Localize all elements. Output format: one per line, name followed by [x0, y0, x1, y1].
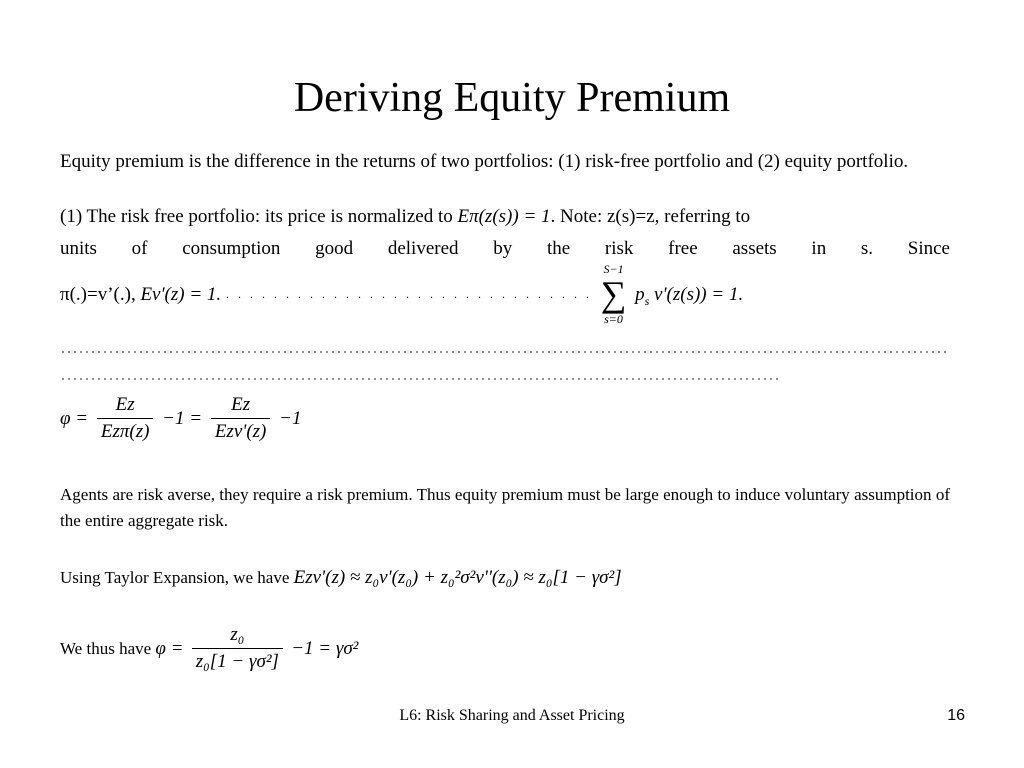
riskfree-tail: . Note: z(s)=z, referring to [550, 206, 751, 227]
phi-lhs: φ = [60, 408, 89, 429]
sigma-icon: ∑ [600, 274, 627, 314]
riskfree-lead: (1) The risk free portfolio: its price is normalized to [60, 206, 453, 227]
phi-den-2: Ezv'(z) [211, 418, 271, 445]
paragraph-riskfree-line1 [60, 201, 950, 232]
eq3-sub: s [644, 293, 650, 308]
slide-title: Deriving Equity Premium [293, 75, 731, 121]
eq-expected-marginal: Ev'(z) = 1. [140, 283, 222, 305]
phi-frac-2 [211, 392, 271, 445]
result-num: z₀ [230, 624, 245, 645]
phi-num-2: Ez [231, 394, 251, 415]
eq-normalized-price: Eπ(z(s)) = 1 [457, 206, 551, 227]
footer-title: L6: Risk Sharing and Asset Pricing [399, 707, 625, 724]
eq3-p: p [635, 283, 645, 305]
phi-mid: −1 = [162, 408, 203, 429]
summation [601, 262, 627, 326]
phi-end: −1 [279, 408, 302, 429]
result-den: z₀[1 − γσ²] [192, 648, 283, 675]
taylor-lead: Using Taylor Expansion, we have [60, 568, 290, 587]
paragraph-risk-averse: Agents are risk averse, they require a risk premium. Thus equity premium must be large enough to induce voluntary assumption of the entire aggregate risk. [60, 485, 950, 530]
faint-text-line-1 [60, 350, 950, 354]
paragraph-definition: Equity premium is the difference in the returns of two portfolios: (1) risk-free portfolio and (2) equity portfolio. [60, 151, 909, 172]
result-lead: We thus have [60, 639, 152, 658]
phi-frac-1 [97, 392, 154, 445]
eq-taylor: Ezv'(z) ≈ z₀v'(z₀) + z₀²σ²v''(z₀) ≈ z₀[1 − γσ²] [293, 567, 622, 588]
result-frac [192, 622, 283, 675]
faint-text-line-2 [60, 377, 780, 381]
eq-state-prices [635, 279, 743, 310]
pi-equals-v: π(.)=v’(.), [60, 283, 136, 305]
faint-dots: . . . . . . . . . . . . . . . . . . . . . . . . . . . . . . . [225, 286, 592, 301]
paragraph-riskfree-line3 [60, 262, 950, 332]
eq3-rest: v'(z(s)) = 1. [654, 283, 744, 305]
phi-num-1: Ez [115, 394, 135, 415]
sum-lower-limit: s=0 [604, 312, 623, 326]
paragraph-taylor [60, 562, 950, 593]
page-number: 16 [947, 707, 965, 724]
eq-phi-definition [60, 392, 950, 456]
paragraph-result [60, 622, 950, 688]
paragraph-riskfree-line2: units of consumption good delivered by the risk free assets in s. Since [60, 238, 950, 259]
result-rhs: −1 = γσ² [291, 638, 359, 659]
result-lhs: φ = [155, 638, 184, 659]
phi-den-1: Ezπ(z) [97, 418, 154, 445]
sum-upper-limit: S−1 [603, 262, 624, 276]
